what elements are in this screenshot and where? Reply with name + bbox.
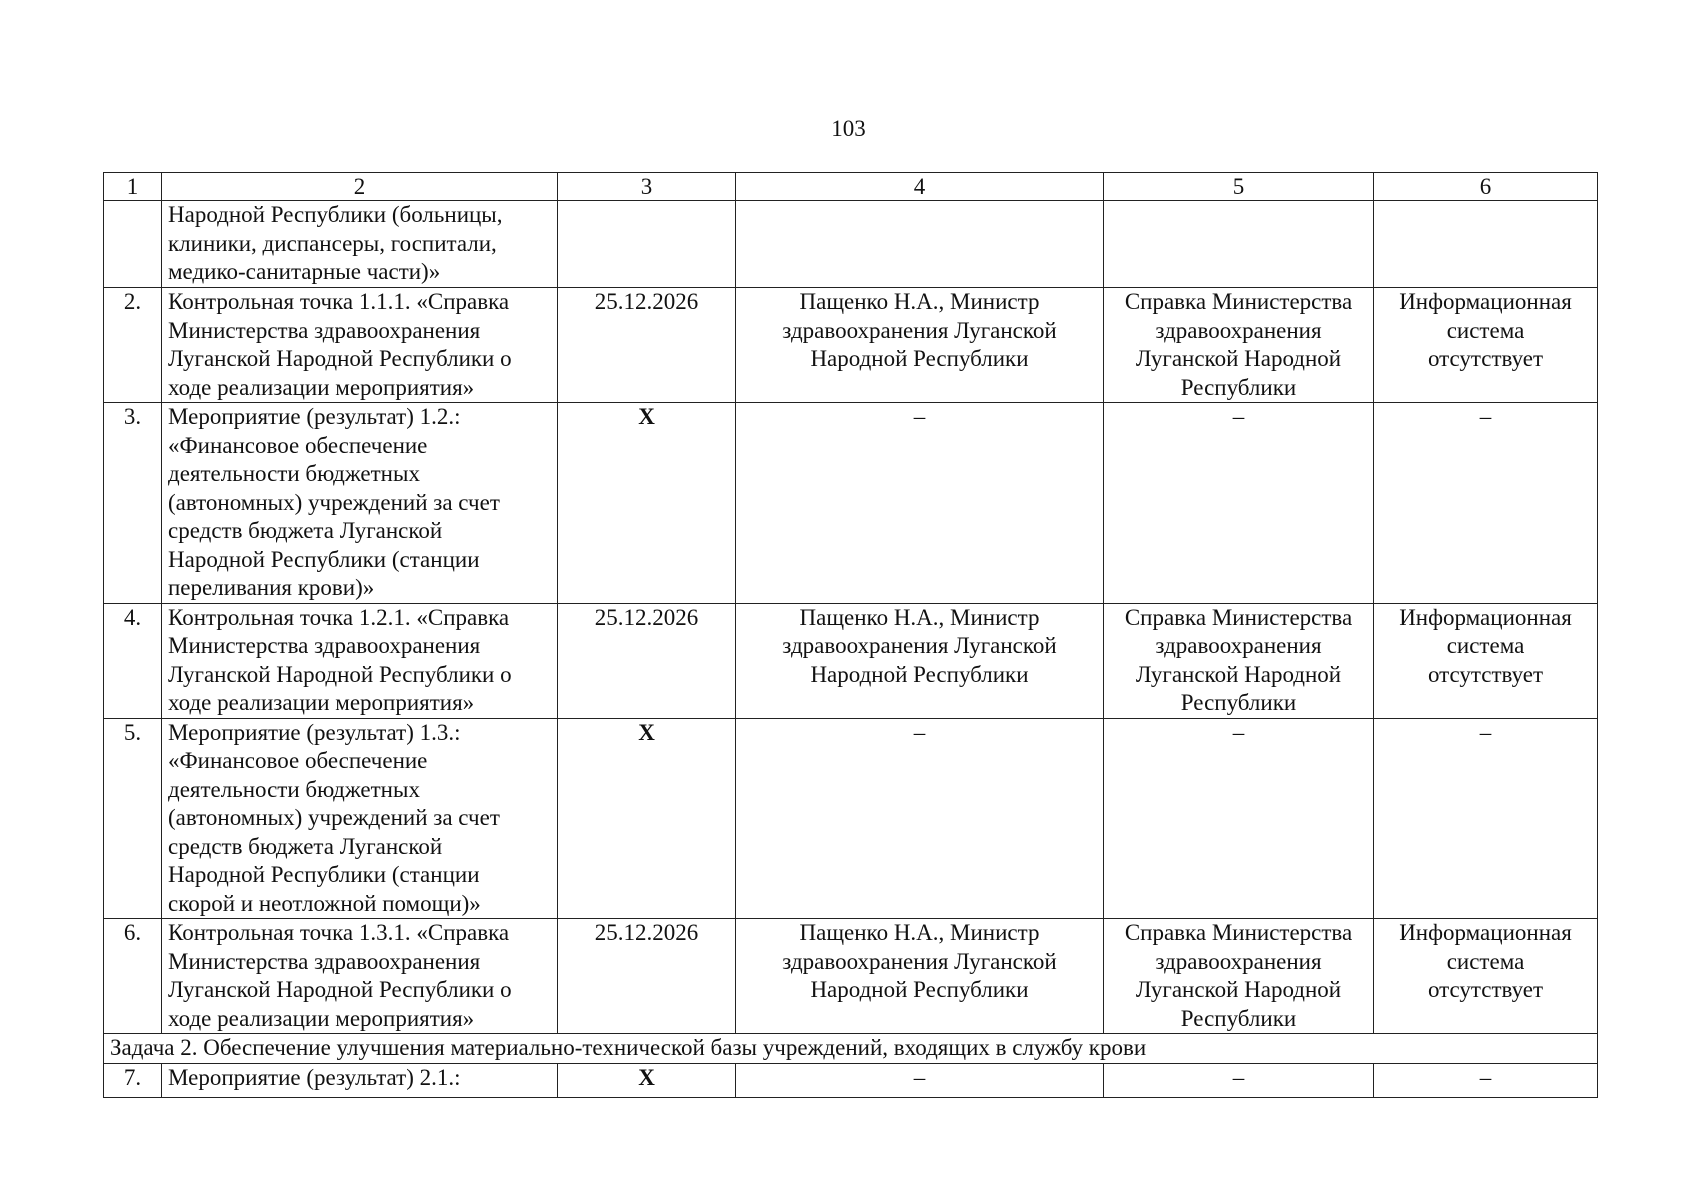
text-line: Информационная xyxy=(1399,920,1572,945)
cell-date: 25.12.2026 xyxy=(558,288,736,403)
text-line: клиники, диспансеры, госпитали, xyxy=(168,230,497,256)
text-line: Информационная xyxy=(1399,604,1572,630)
cell-system xyxy=(1374,603,1598,718)
text-line: отсутствует xyxy=(1427,977,1544,1002)
text-line: Контрольная точка 1.2.1. «Справка xyxy=(168,604,510,630)
cell-system: – xyxy=(1374,1063,1598,1097)
header-col-2: 2 xyxy=(162,173,558,201)
text-line: деятельности бюджетных xyxy=(168,776,420,802)
text-line: Народной Республики (станции xyxy=(168,546,480,572)
cell-num: 5. xyxy=(104,718,162,919)
column-number-header xyxy=(104,173,1598,201)
text-line: (автономных) учреждений за счет xyxy=(168,805,500,830)
text-line: система xyxy=(1446,317,1525,343)
cell-responsible: – xyxy=(736,718,1104,919)
text-line: Министерства здравоохранения xyxy=(168,633,481,658)
task-2-heading: Задача 2. Обеспечение улучшения материально-технической базы учреждений, входящих в службу крови xyxy=(104,1034,1598,1064)
cell-num: 6. xyxy=(104,919,162,1034)
cell-document xyxy=(1104,603,1374,718)
text-line: Пащенко Н.А., Министр xyxy=(799,920,1040,945)
text-line: скорой и неотложной помощи)» xyxy=(168,890,481,916)
cell-description xyxy=(162,919,558,1034)
cell-responsible xyxy=(736,288,1104,403)
page-number: 103 xyxy=(831,116,866,141)
cell-responsible xyxy=(736,201,1104,288)
cell-description xyxy=(162,718,558,919)
text-line: «Финансовое обеспечение xyxy=(168,432,428,458)
cell-date-x-mark: X xyxy=(558,403,736,604)
cell-description xyxy=(162,603,558,718)
cell-system xyxy=(1374,288,1598,403)
text-line: система xyxy=(1446,948,1525,974)
text-line: Луганской Народной xyxy=(1135,661,1342,687)
table-row xyxy=(104,288,1598,403)
text-line: Справка Министерства xyxy=(1124,289,1353,314)
cell-num: 2. xyxy=(104,288,162,403)
cell-date: 25.12.2026 xyxy=(558,603,736,718)
table-row xyxy=(104,919,1598,1034)
text-line: здравоохранения xyxy=(1155,633,1322,658)
cell-document: – xyxy=(1104,403,1374,604)
cell-description xyxy=(162,288,558,403)
text-line: Народной Республики xyxy=(810,346,1029,371)
table-row xyxy=(104,1063,1598,1097)
table-row xyxy=(104,718,1598,919)
task-section-row xyxy=(104,1034,1598,1064)
cell-description xyxy=(162,201,558,288)
cell-date xyxy=(558,201,736,288)
header-col-5: 5 xyxy=(1104,173,1374,201)
text-line: Луганской Народной xyxy=(1135,346,1342,371)
header-col-6: 6 xyxy=(1374,173,1598,201)
header-col-1: 1 xyxy=(104,173,162,201)
text-line: Народной Республики xyxy=(810,977,1029,1002)
text-line: здравоохранения Луганской xyxy=(782,948,1057,974)
cell-num: 7. xyxy=(104,1063,162,1097)
text-line: «Финансовое обеспечение xyxy=(168,748,428,773)
text-line: средств бюджета Луганской xyxy=(168,518,443,543)
text-line: Луганской Народной Республики о xyxy=(168,977,512,1002)
cell-num: 4. xyxy=(104,603,162,718)
text-line: медико-санитарные части)» xyxy=(168,259,441,284)
cell-responsible xyxy=(736,919,1104,1034)
cell-document xyxy=(1104,201,1374,288)
text-line: Луганской Народной Республики о xyxy=(168,346,512,371)
cell-document xyxy=(1104,288,1374,403)
text-line: здравоохранения Луганской xyxy=(782,317,1057,343)
text-line: Мероприятие (результат) 1.3.: xyxy=(168,719,461,745)
cell-system xyxy=(1374,201,1598,288)
cell-date: 25.12.2026 xyxy=(558,919,736,1034)
text-line: Народной Республики (станции xyxy=(168,862,480,887)
text-line: Справка Министерства xyxy=(1124,604,1353,630)
cell-responsible xyxy=(736,603,1104,718)
table-row xyxy=(104,603,1598,718)
text-line: Луганской Народной Республики о xyxy=(168,661,512,687)
text-line: отсутствует xyxy=(1427,661,1544,687)
control-points-table xyxy=(103,172,1598,1098)
text-line: Мероприятие (результат) 1.2.: xyxy=(168,404,461,429)
text-line: Информационная xyxy=(1399,289,1572,314)
cell-document: – xyxy=(1104,718,1374,919)
cell-document xyxy=(1104,919,1374,1034)
text-line: деятельности бюджетных xyxy=(168,461,420,486)
cell-description xyxy=(162,403,558,604)
text-line: Пащенко Н.А., Министр xyxy=(799,289,1040,314)
text-line: ходе реализации мероприятия» xyxy=(168,374,475,400)
cell-system: – xyxy=(1374,718,1598,919)
text-line: Республики xyxy=(1180,690,1297,715)
header-col-3: 3 xyxy=(558,173,736,201)
text-line: отсутствует xyxy=(1427,346,1544,371)
cell-description: Мероприятие (результат) 2.1.: xyxy=(162,1063,558,1097)
text-line: Народной Республики xyxy=(810,661,1029,687)
cell-date-x-mark: X xyxy=(558,1063,736,1097)
table-row xyxy=(104,403,1598,604)
text-line: Республики xyxy=(1180,1005,1297,1031)
cell-system xyxy=(1374,919,1598,1034)
text-line: ходе реализации мероприятия» xyxy=(168,690,475,715)
text-line: здравоохранения xyxy=(1155,317,1322,343)
text-line: Министерства здравоохранения xyxy=(168,948,481,974)
header-col-4: 4 xyxy=(736,173,1104,201)
text-line: Министерства здравоохранения xyxy=(168,317,481,343)
text-line: Народной Республики (больницы, xyxy=(168,202,503,227)
text-line: система xyxy=(1446,633,1525,658)
cell-num xyxy=(104,201,162,288)
text-line: переливания крови)» xyxy=(168,575,375,600)
cell-responsible: – xyxy=(736,403,1104,604)
text-line: Луганской Народной xyxy=(1135,977,1342,1002)
cell-num: 3. xyxy=(104,403,162,604)
text-line: средств бюджета Луганской xyxy=(168,833,443,859)
text-line: Пащенко Н.А., Министр xyxy=(799,604,1040,630)
cell-document: – xyxy=(1104,1063,1374,1097)
text-line: ходе реализации мероприятия» xyxy=(168,1005,475,1031)
text-line: Контрольная точка 1.3.1. «Справка xyxy=(168,920,510,945)
cell-responsible: – xyxy=(736,1063,1104,1097)
table-row-continuation xyxy=(104,201,1598,288)
text-line: (автономных) учреждений за счет xyxy=(168,489,500,515)
text-line: Республики xyxy=(1180,374,1297,400)
cell-system: – xyxy=(1374,403,1598,604)
text-line: здравоохранения xyxy=(1155,948,1322,974)
text-line: Справка Министерства xyxy=(1124,920,1353,945)
cell-date-x-mark: X xyxy=(558,718,736,919)
text-line: здравоохранения Луганской xyxy=(782,633,1057,658)
text-line: Контрольная точка 1.1.1. «Справка xyxy=(168,289,510,314)
